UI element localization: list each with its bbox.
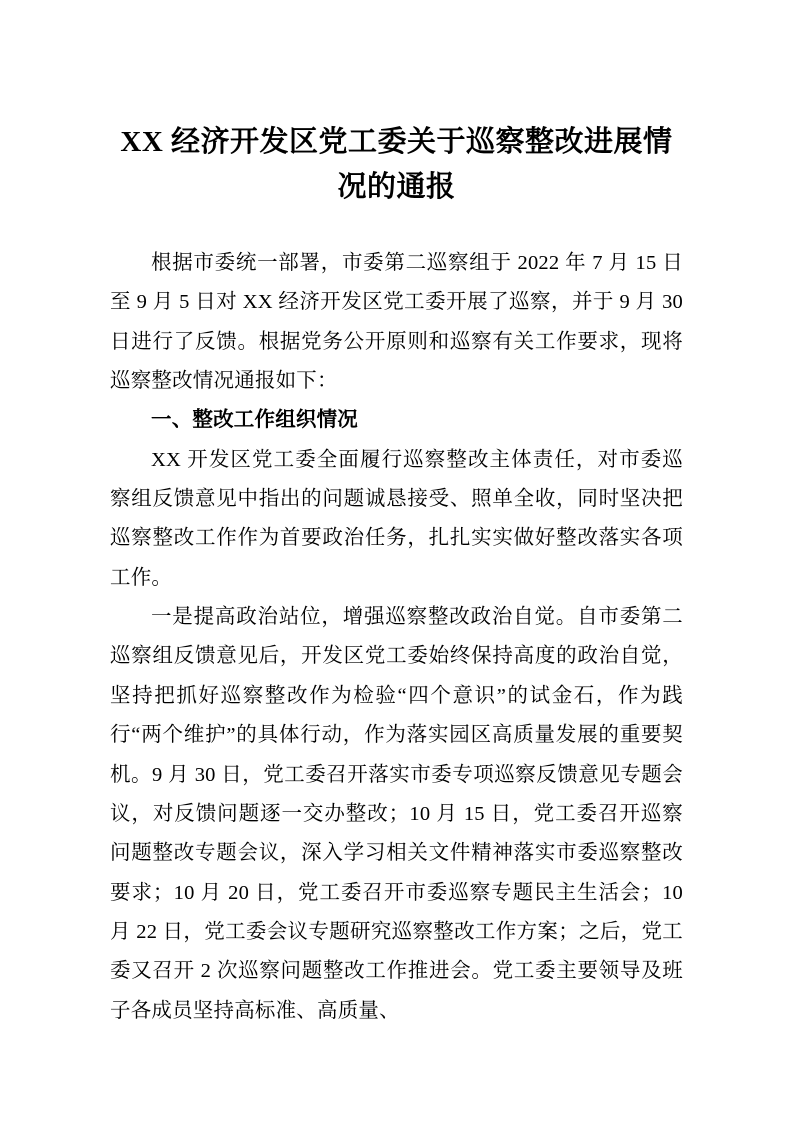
section-heading-1: 一、整改工作组织情况 xyxy=(151,409,358,432)
page-title: XX 经济开发区党工委关于巡察整改进展情况的通报 xyxy=(120,126,673,203)
paragraph-intro: 根据市委统一部署，市委第二巡察组于 2022 年 7 月 15 日至 9 月 5 日对 XX 经济开发区党工委开展了巡察，并于 9 月 30 日进行了反馈。根据党务公开原则和巡察有关工作要求，现将巡察整改情况通报如下： xyxy=(110,251,683,392)
paragraph-point-one: 一是提高政治站位，增强巡察整改政治自觉。自市委第二巡察组反馈意见后，开发区党工委始终保持高度的政治自觉，坚持把抓好巡察整改作为检验“四个意识”的试金石，作为践行“两个维护”的具体行动，作为落实园区高质量发展的重要契机。9 月 30 日，党工委召开落实市委专项巡察反馈意见专题会议，对反馈问题逐一交办整改；10 月 15 日，党工委召开巡察问题整改专题会议，深入学习相关文件精神落实市委巡察整改要求；10 月 20 日，党工委召开市委巡察专题民主生活会；10 月 22 日，党工委会议专题研究巡察整改工作方案；之后，党工委又召开 2 次巡察问题整改工作推进会。党工委主要领导及班子各成员坚持高标准、高质量、 xyxy=(110,606,683,1022)
paragraph-responsibility: XX 开发区党工委全面履行巡察整改主体责任，对市委巡察组反馈意见中指出的问题诚恳接受、照单全收，同时坚决把巡察整改工作作为首要政治任务，扎扎实实做好整改落实各项工作。 xyxy=(110,448,683,589)
